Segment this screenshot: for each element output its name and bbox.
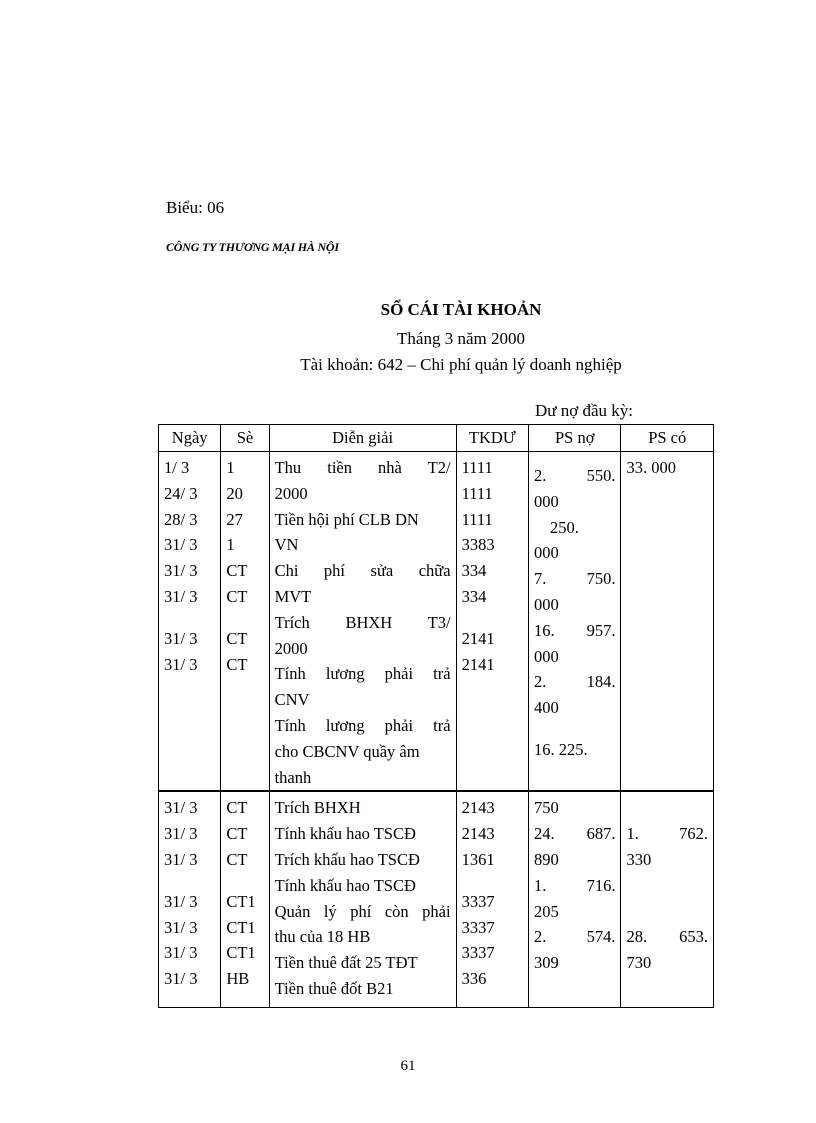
account-value: 336 [461,969,487,989]
description-line: Quản lý phí còn phải [274,901,451,921]
doc-value: CT [226,849,248,869]
date-value: 31/ 3 [164,969,198,989]
debit-cell [528,452,621,792]
doc-value: CT1 [226,891,256,911]
debit-value: 16. 957. [533,620,616,640]
account-value: 1111 [461,458,493,477]
date-value: 31/ 3 [164,943,198,963]
account-value: 3337 [461,891,495,911]
description-line: 2000 [274,483,308,503]
description-line: VN [274,535,299,555]
account-value: 2141 [461,628,495,648]
credit-value: 33. 000 [626,458,676,477]
description-line: Trích BHXH T3/ [274,612,451,632]
ledger-table [158,424,714,1008]
debit-cell [528,791,621,1008]
date-value: 31/ 3 [164,654,198,674]
doc-value: CT [226,824,248,844]
debit-value: 309 [533,953,559,973]
credit-cell [621,791,714,1008]
description-line: Chi phí sửa chữa [274,561,451,581]
account-value: 2143 [461,798,495,818]
credit-value: 330 [626,849,652,869]
date-value: 31/ 3 [164,824,198,844]
doc-value: 1 [226,535,235,555]
description-line: Tiền thuê đất 25 TĐT [274,953,418,973]
date-value: 28/ 3 [164,509,198,529]
date-cell [159,791,221,1008]
debit-value: 000 [533,646,559,666]
form-label: Biểu: 06 [166,198,225,217]
debit-value: 24. 687. [533,824,616,844]
header-credit: PS có [621,425,714,452]
debit-value: 250. [549,517,579,537]
doc-value: CT [226,586,248,606]
header-date: Ngày [159,425,221,452]
debit-value: 000 [533,491,559,511]
opening-balance-label: Dư nợ đầu kỳ: [535,401,633,420]
doc-value: CT [226,628,248,648]
doc-value: 27 [226,509,243,529]
date-value: 31/ 3 [164,586,198,606]
description-cell [269,452,456,792]
doc-value: CT1 [226,917,256,937]
date-value: 31/ 3 [164,849,198,869]
debit-value: 400 [533,698,559,718]
date-value: 24/ 3 [164,483,198,503]
debit-value: 000 [533,594,559,614]
date-value: 31/ 3 [164,798,198,818]
header-account: TKDƯ [456,425,528,452]
page-title: SỔ CÁI TÀI KHOẢN [380,300,542,319]
account-value: 334 [461,561,487,581]
date-value: 31/ 3 [164,561,198,581]
credit-value: 730 [626,953,652,973]
description-line: Thu tiền nhà T2/ [274,458,451,477]
description-line: Tiền thuê đốt B21 [274,978,394,998]
debit-value: 2. 574. [533,927,616,947]
doc-cell [221,452,269,792]
date-value: 31/ 3 [164,628,198,648]
debit-value: 16. 225. [533,739,588,759]
account-value: 3337 [461,917,495,937]
description-line: 2000 [274,638,308,658]
debit-value: 7. 750. [533,569,616,589]
description-line: Tính lương phải trả [274,715,451,735]
date-value: 1/ 3 [164,458,190,477]
header-debit: PS nợ [528,425,621,452]
description-line: MVT [274,586,312,606]
debit-value: 750 [533,798,559,818]
doc-value: CT [226,798,248,818]
description-line: cho CBCNV quầy âm [274,741,420,761]
account-value: 1111 [461,509,493,529]
doc-cell [221,791,269,1008]
description-line: Trích khấu hao TSCĐ [274,849,420,869]
doc-value: HB [226,969,250,989]
account-name: Tài khoản: 642 – Chi phí quản lý doanh nghiệp [300,355,622,374]
debit-value: 000 [533,543,559,563]
description-line: thu của 18 HB [274,927,371,947]
page-number: 61 [400,1058,416,1074]
description-line: CNV [274,690,310,710]
account-value: 3383 [461,535,495,555]
date-cell [159,452,221,792]
company-name: CÔNG TY THƯƠNG MẠI HÀ NỘI [166,240,339,254]
description-line: Tính lương phải trả [274,664,451,684]
account-cell [456,452,528,792]
description-line: Tiền hội phí CLB DN [274,509,419,529]
description-line: thanh [274,767,312,787]
period: Tháng 3 năm 2000 [397,329,525,348]
credit-cell [621,452,714,792]
description-line: Trích BHXH [274,798,361,818]
date-value: 31/ 3 [164,917,198,937]
table-row [159,452,714,792]
doc-value: CT [226,654,248,674]
account-value: 1111 [461,483,493,503]
date-value: 31/ 3 [164,891,198,911]
table-row [159,791,714,1008]
doc-value: CT1 [226,943,256,963]
debit-value: 1. 716. [533,875,616,895]
account-cell [456,791,528,1008]
debit-value: 205 [533,901,559,921]
account-value: 2143 [461,824,495,844]
credit-value: 28. 653. [626,927,708,947]
debit-value: 2. 550. [533,466,616,485]
date-value: 31/ 3 [164,535,198,555]
account-value: 3337 [461,943,495,963]
account-value: 334 [461,586,487,606]
debit-value: 2. 184. [533,672,616,692]
header-desc: Diễn giải [269,425,456,452]
description-line: Tính khấu hao TSCĐ [274,824,416,844]
doc-value: 1 [226,458,235,477]
credit-value: 1. 762. [626,824,708,844]
description-line: Tính khấu hao TSCĐ [274,875,416,895]
debit-value: 890 [533,849,559,869]
account-value: 2141 [461,654,495,674]
description-cell [269,791,456,1008]
account-value: 1361 [461,849,495,869]
header-doc: Sè [221,425,269,452]
doc-value: CT [226,561,248,581]
table-header-row [159,425,714,452]
doc-value: 20 [226,483,243,503]
